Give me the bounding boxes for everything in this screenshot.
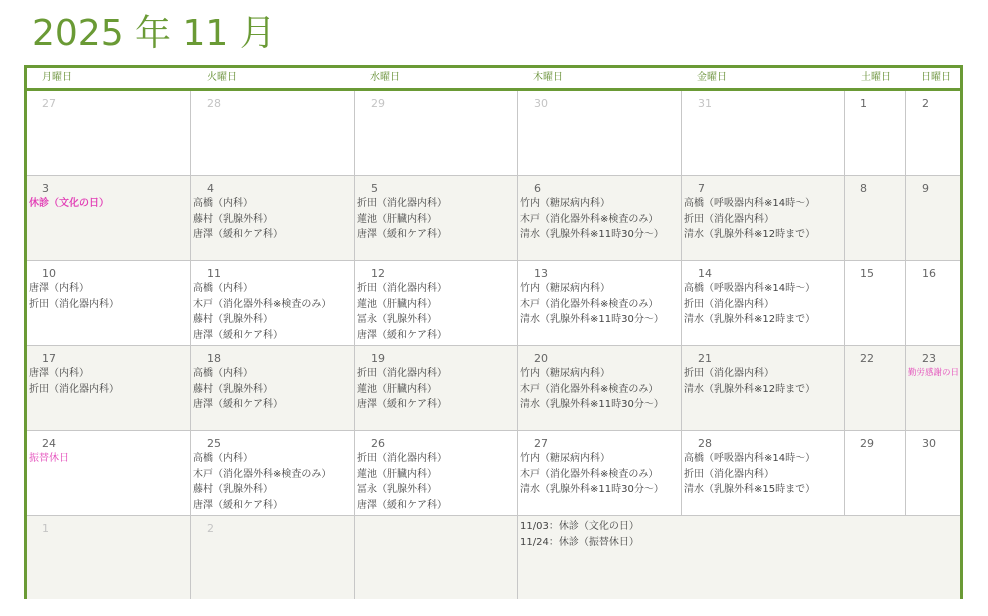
doctor-entry: 藤村（乳腺外科） <box>193 484 273 495</box>
schedule-list <box>193 196 354 243</box>
doctor-entry: 高橋（内科） <box>193 453 253 464</box>
doctor-entry: 藤村（乳腺外科） <box>193 314 273 325</box>
day-cell[interactable] <box>27 516 191 599</box>
doctor-entry: 唐澤（緩和ケア科） <box>193 399 283 410</box>
schedule-list <box>684 281 844 328</box>
day-cell[interactable] <box>355 516 518 599</box>
doctor-entry: 折田（消化器内科） <box>29 383 119 395</box>
doctor-entry: 高橋（呼吸器内科※14時～） <box>684 283 816 294</box>
doctor-entry: 清水（乳腺外科※11時30分～） <box>520 229 664 240</box>
day-number: 31 <box>698 97 712 110</box>
calendar-week-row <box>27 261 960 346</box>
day-cell[interactable] <box>355 261 518 345</box>
calendar-week-row <box>27 431 960 516</box>
schedule-list <box>520 366 681 413</box>
schedule-list <box>520 451 681 498</box>
doctor-entry: 唐澤（緩和ケア科） <box>357 329 447 341</box>
schedule-list <box>193 366 354 413</box>
doctor-entry: 木戸（消化器外科※検査のみ） <box>520 468 659 480</box>
doctor-entry: 竹内（糖尿病内科） <box>520 453 610 464</box>
day-cell[interactable] <box>27 431 191 515</box>
doctor-entry: 高橋（呼吸器内科※14時～） <box>684 198 816 209</box>
day-number: 6 <box>534 182 541 195</box>
doctor-entry: 蓮池（肝臓内科） <box>357 383 437 395</box>
day-cell[interactable] <box>518 261 682 345</box>
doctor-entry: 唐澤（緩和ケア科） <box>357 229 447 240</box>
doctor-entry: 木戸（消化器外科※検査のみ） <box>520 213 659 225</box>
closure-note: 11/03：休診（文化の日） <box>520 521 639 532</box>
schedule-list <box>29 281 190 312</box>
doctor-entry: 折田（消化器内科） <box>684 298 774 310</box>
doctor-entry: 藤村（乳腺外科） <box>193 213 273 225</box>
doctor-entry: 竹内（糖尿病内科） <box>520 283 610 294</box>
doctor-entry: 木戸（消化器外科※検査のみ） <box>520 298 659 310</box>
doctor-entry: 蓮池（肝臓内科） <box>357 468 437 480</box>
day-cell[interactable] <box>191 261 355 345</box>
schedule-list <box>357 451 517 513</box>
day-cell[interactable] <box>518 91 682 175</box>
day-number: 16 <box>922 267 936 280</box>
day-number: 1 <box>860 97 867 110</box>
day-number: 19 <box>371 352 385 365</box>
day-cell[interactable] <box>27 176 191 260</box>
day-cell[interactable] <box>355 346 518 430</box>
day-cell[interactable] <box>906 431 960 515</box>
day-cell[interactable] <box>191 346 355 430</box>
doctor-entry: 折田（消化器内科） <box>684 213 774 225</box>
day-number: 5 <box>371 182 378 195</box>
schedule-list <box>520 281 681 328</box>
doctor-entry: 折田（消化器内科） <box>29 298 119 310</box>
doctor-entry: 冨永（乳腺外科） <box>357 314 437 325</box>
doctor-entry: 清水（乳腺外科※11時30分～） <box>520 484 664 495</box>
day-number: 15 <box>860 267 874 280</box>
day-cell[interactable] <box>191 516 355 599</box>
schedule-list <box>357 281 517 343</box>
doctor-entry: 折田（消化器内科） <box>684 468 774 480</box>
day-cell[interactable] <box>906 261 960 345</box>
weekday-header <box>27 68 960 91</box>
day-cell[interactable] <box>191 431 355 515</box>
doctor-entry: 清水（乳腺外科※11時30分～） <box>520 314 664 325</box>
doctor-entry: 藤村（乳腺外科） <box>193 383 273 395</box>
day-number: 27 <box>42 97 56 110</box>
day-number: 30 <box>922 437 936 450</box>
schedule-list <box>520 196 681 243</box>
day-number: 7 <box>698 182 705 195</box>
schedule-list <box>193 451 354 513</box>
day-cell[interactable] <box>27 91 191 175</box>
schedule-list <box>357 196 517 243</box>
calendar-week-row <box>27 516 960 599</box>
day-number: 20 <box>534 352 548 365</box>
day-number: 28 <box>698 437 712 450</box>
schedule-list <box>684 366 844 397</box>
day-number: 28 <box>207 97 221 110</box>
doctor-entry: 蓮池（肝臓内科） <box>357 213 437 225</box>
day-number: 17 <box>42 352 56 365</box>
weekday-label: 金曜日 <box>697 72 727 83</box>
day-cell[interactable] <box>355 91 518 175</box>
schedule-list <box>908 366 960 382</box>
day-cell[interactable] <box>355 176 518 260</box>
doctor-entry: 蓮池（肝臓内科） <box>357 298 437 310</box>
weekday-label: 日曜日 <box>921 72 951 83</box>
day-number: 14 <box>698 267 712 280</box>
day-number: 3 <box>42 182 49 195</box>
day-cell[interactable] <box>682 91 845 175</box>
schedule-list <box>29 451 190 467</box>
notes-cell <box>518 516 960 599</box>
doctor-entry: 木戸（消化器外科※検査のみ） <box>193 298 332 310</box>
day-number: 23 <box>922 352 936 365</box>
day-number: 27 <box>534 437 548 450</box>
day-number: 9 <box>922 182 929 195</box>
holiday-label: 勤労感謝の日 <box>908 368 960 378</box>
doctor-entry: 折田（消化器内科） <box>357 453 447 464</box>
schedule-list <box>29 196 190 212</box>
schedule-list <box>193 281 354 343</box>
doctor-entry: 冨永（乳腺外科） <box>357 484 437 495</box>
day-number: 30 <box>534 97 548 110</box>
calendar-week-row <box>27 176 960 261</box>
day-cell[interactable] <box>682 261 845 345</box>
doctor-entry: 高橋（内科） <box>193 198 253 209</box>
weekday-label: 土曜日 <box>861 72 891 83</box>
doctor-entry: 木戸（消化器外科※検査のみ） <box>520 383 659 395</box>
doctor-entry: 唐澤（緩和ケア科） <box>193 499 283 511</box>
doctor-entry: 清水（乳腺外科※12時まで） <box>684 229 816 240</box>
doctor-entry: 唐澤（内科） <box>29 283 89 294</box>
day-number: 2 <box>922 97 929 110</box>
day-number: 8 <box>860 182 867 195</box>
doctor-entry: 唐澤（内科） <box>29 368 89 379</box>
calendar-week-row <box>27 91 960 176</box>
day-cell[interactable] <box>845 91 906 175</box>
day-number: 11 <box>207 267 221 280</box>
day-number: 13 <box>534 267 548 280</box>
schedule-list <box>684 451 844 498</box>
doctor-entry: 折田（消化器内科） <box>684 368 774 379</box>
doctor-entry: 清水（乳腺外科※15時まで） <box>684 484 816 495</box>
doctor-entry: 唐澤（緩和ケア科） <box>357 399 447 410</box>
day-number: 2 <box>207 522 214 535</box>
day-cell[interactable] <box>355 431 518 515</box>
day-cell[interactable] <box>906 346 960 430</box>
day-cell[interactable] <box>845 431 906 515</box>
holiday-label: 振替休日 <box>29 453 69 464</box>
day-number: 29 <box>371 97 385 110</box>
weekday-label: 月曜日 <box>42 72 72 83</box>
day-number: 21 <box>698 352 712 365</box>
doctor-entry: 高橋（内科） <box>193 283 253 294</box>
doctor-entry: 折田（消化器内科） <box>357 368 447 379</box>
day-cell[interactable] <box>682 346 845 430</box>
page-title: 2025 年 11 月 <box>32 13 276 54</box>
schedule-list <box>29 366 190 397</box>
day-cell[interactable] <box>191 176 355 260</box>
schedule-list <box>357 366 517 413</box>
doctor-entry: 木戸（消化器外科※検査のみ） <box>193 468 332 480</box>
calendar-grid <box>24 65 963 599</box>
doctor-entry: 折田（消化器内科） <box>357 283 447 294</box>
doctor-entry: 高橋（内科） <box>193 368 253 379</box>
doctor-entry: 折田（消化器内科） <box>357 198 447 209</box>
day-cell[interactable] <box>906 91 960 175</box>
day-cell[interactable] <box>845 261 906 345</box>
doctor-entry: 竹内（糖尿病内科） <box>520 368 610 379</box>
weekday-label: 水曜日 <box>370 72 400 83</box>
holiday-label: 休診（文化の日） <box>29 198 109 209</box>
doctor-entry: 清水（乳腺外科※12時まで） <box>684 383 816 395</box>
day-cell[interactable] <box>27 346 191 430</box>
doctor-entry: 唐澤（緩和ケア科） <box>193 229 283 240</box>
day-number: 10 <box>42 267 56 280</box>
doctor-entry: 唐澤（緩和ケア科） <box>357 499 447 511</box>
day-number: 4 <box>207 182 214 195</box>
day-cell[interactable] <box>518 431 682 515</box>
day-number: 1 <box>42 522 49 535</box>
day-cell[interactable] <box>27 261 191 345</box>
closure-notes <box>520 519 639 550</box>
day-number: 22 <box>860 352 874 365</box>
day-cell[interactable] <box>518 346 682 430</box>
day-number: 12 <box>371 267 385 280</box>
day-number: 26 <box>371 437 385 450</box>
doctor-entry: 清水（乳腺外科※11時30分～） <box>520 399 664 410</box>
day-number: 29 <box>860 437 874 450</box>
day-number: 24 <box>42 437 56 450</box>
doctor-entry: 清水（乳腺外科※12時まで） <box>684 314 816 325</box>
weekday-label: 火曜日 <box>207 72 237 83</box>
day-number: 18 <box>207 352 221 365</box>
day-number: 25 <box>207 437 221 450</box>
closure-note: 11/24：休診（振替休日） <box>520 536 639 548</box>
day-cell[interactable] <box>845 346 906 430</box>
day-cell[interactable] <box>845 176 906 260</box>
day-cell[interactable] <box>518 176 682 260</box>
day-cell[interactable] <box>906 176 960 260</box>
doctor-entry: 高橋（呼吸器内科※14時～） <box>684 453 816 464</box>
day-cell[interactable] <box>191 91 355 175</box>
calendar-week-row <box>27 346 960 431</box>
schedule-list <box>684 196 844 243</box>
doctor-entry: 唐澤（緩和ケア科） <box>193 329 283 341</box>
weekday-label: 木曜日 <box>533 72 563 83</box>
day-cell[interactable] <box>682 431 845 515</box>
doctor-entry: 竹内（糖尿病内科） <box>520 198 610 209</box>
day-cell[interactable] <box>682 176 845 260</box>
